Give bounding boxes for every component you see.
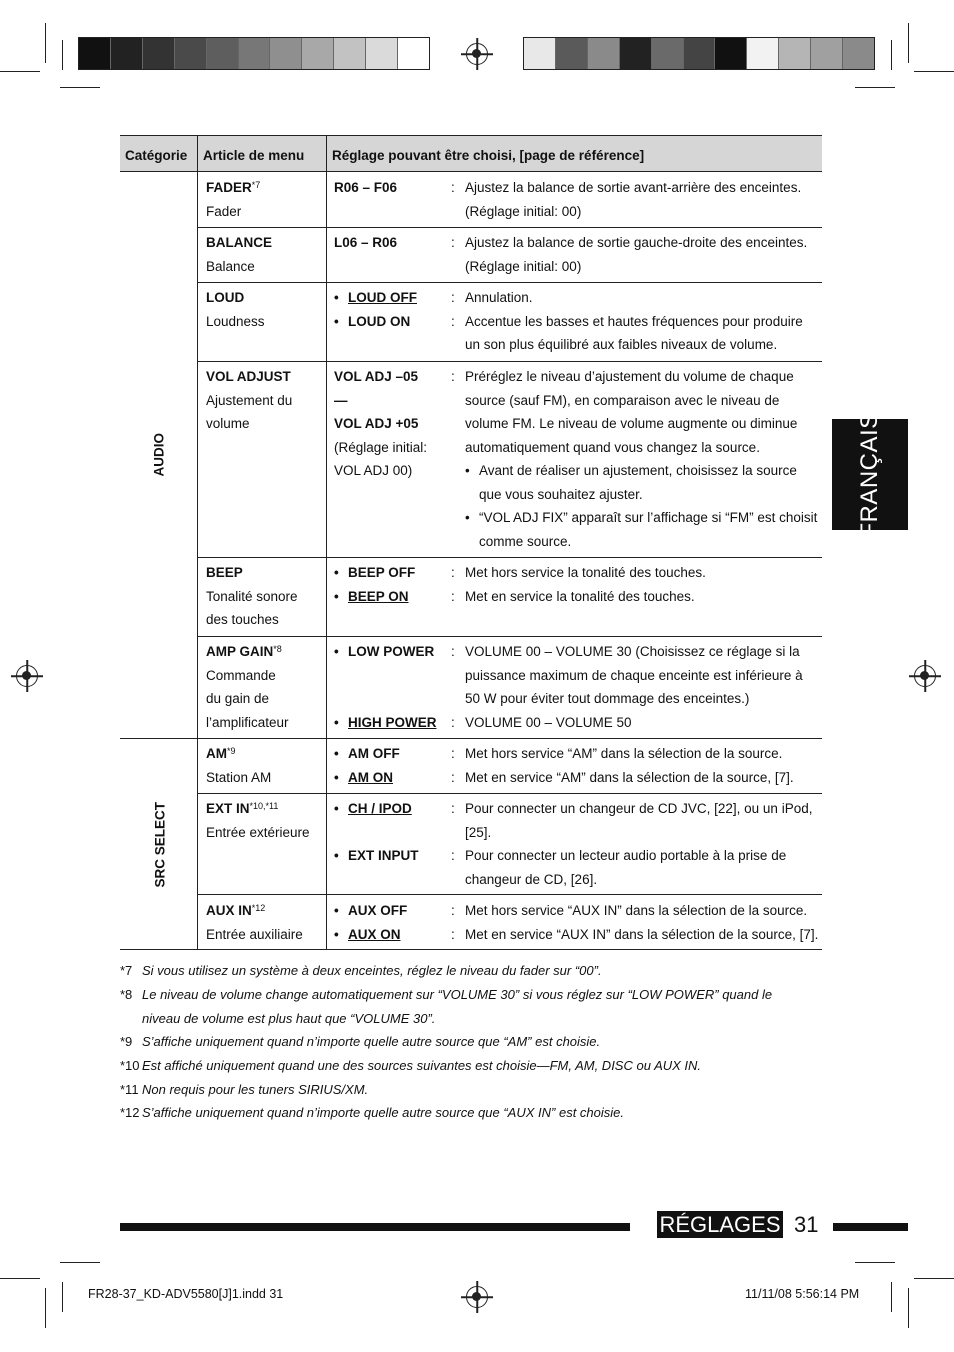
column-divider [197, 172, 198, 950]
crop-mark [855, 1262, 895, 1263]
setting-balance: L06 – R06 [334, 235, 398, 250]
crop-mark [891, 40, 892, 70]
column-divider [326, 172, 327, 950]
item-fader: FADER$^{*7}$ Fader [206, 180, 261, 219]
option-low-power: • LOW POWER [348, 640, 434, 664]
desc-aux-in: Met hors service “AUX IN” dans la sélection de la source. Met en service “AUX IN” dans la sélection de la source, [7]. [465, 903, 819, 942]
category-audio: AUDIO [151, 433, 167, 477]
desc-ext-in: Pour connecter un changeur de CD JVC, [22], ou un iPod, [25]. Pour connecter un lecteur audio portable à la prise de changeur de CD, [26]. [465, 801, 813, 887]
option-high-power: • HIGH POWER [348, 711, 437, 735]
row-divider [197, 557, 822, 558]
registration-mark-icon [466, 43, 488, 65]
header-item: Article de menu [203, 148, 305, 163]
table-bottom [120, 949, 822, 950]
crop-mark [908, 23, 909, 63]
options-aux-in: • AUX OFF • AUX ON [348, 899, 407, 946]
item-vol-adjust: VOL ADJUST Ajustement du volume [206, 369, 293, 431]
footer-rule [120, 1223, 630, 1231]
row-divider [197, 361, 822, 362]
desc-amp-gain: VOLUME 00 – VOLUME 30 (Choisissez ce réglage si la puissance maximum de chaque enceinte est inférieure à 50 W pour éviter tout dommage des enceintes.) VOLUME 00 – VOLUME 50 [465, 644, 803, 730]
options-beep: • BEEP OFF • BEEP ON [348, 561, 415, 608]
color-bar-right [523, 37, 875, 70]
options-loud: • LOUD OFF • LOUD ON [348, 286, 417, 333]
crop-mark [0, 1278, 40, 1279]
crop-mark [62, 1282, 63, 1312]
colon: : [451, 644, 455, 659]
setting-vol-adjust: VOL ADJ –05 — VOL ADJ +05 (Réglage initial: VOL ADJ 00) [334, 369, 428, 478]
section-divider [120, 738, 822, 739]
row-divider [197, 282, 822, 283]
crop-mark [45, 1288, 46, 1328]
header-category: Catégorie [125, 148, 188, 163]
slug-file: FR28-37_KD-ADV5580[J]1.indd 31 [88, 1287, 284, 1301]
desc-fader: Ajustez la balance de sortie avant-arrière des enceintes. (Réglage initial: 00) [465, 180, 802, 219]
registration-mark-icon [16, 665, 38, 687]
row-divider [197, 894, 822, 895]
row-divider [197, 636, 822, 637]
colon: : [451, 235, 455, 250]
column-divider [197, 135, 198, 172]
desc-loud: Annulation. Accentue les basses et hautes fréquences pour produire un son plus équilibré aux faibles niveaux de volume. [465, 290, 803, 352]
category-src-select: SRC SELECT [152, 802, 168, 888]
crop-mark [60, 87, 100, 88]
colon: : : [451, 903, 455, 942]
language-tab [832, 411, 908, 538]
section-label: RÉGLAGES [657, 1211, 783, 1238]
language-tab-label: FRANÇAIS [856, 411, 883, 538]
row-divider [197, 793, 822, 794]
page-number: 31 [794, 1212, 819, 1237]
colon: : : [451, 290, 455, 329]
crop-mark [60, 1262, 100, 1263]
desc-am: Met hors service “AM” dans la sélection de la source. Met en service “AM” dans la sélection de la source, [7]. [465, 746, 794, 785]
item-beep: BEEP Tonalité sonore des touches [206, 565, 298, 627]
crop-mark [0, 71, 40, 72]
crop-mark [908, 1288, 909, 1328]
option-ch-ipod: • CH / IPOD [348, 797, 412, 821]
item-aux-in: AUX IN$^{*12}$ Entrée auxiliaire [206, 903, 303, 942]
option-ext-input: • EXT INPUT [348, 844, 419, 868]
registration-mark-icon [914, 665, 936, 687]
item-loud: LOUD Loudness [206, 290, 265, 329]
crop-mark [914, 71, 954, 72]
desc-vol-adjust: Préréglez le niveau d’ajustement du volume de chaque source (sauf FM), en comparaison avec le niveau de volume FM. Le niveau de volume augmente ou diminue automatiquement quand vous changez la source. • Avant de réaliser un ajustement, choisissez la source que vous souhaitez ajuster. • “VOL ADJ FIX” apparaît sur l’affichage si “FM” est choisit comme source. [465, 369, 818, 549]
footer-rule [833, 1223, 908, 1231]
color-bar-left [78, 37, 430, 70]
setting-fader: R06 – F06 [334, 180, 398, 195]
colon: : [451, 715, 455, 730]
item-balance: BALANCE Balance [206, 235, 272, 274]
colon: : : [451, 565, 455, 604]
column-divider [326, 135, 327, 172]
colon: : [451, 369, 455, 384]
slug-date: 11/11/08 5:56:14 PM [745, 1287, 860, 1301]
colon: : [451, 848, 455, 863]
crop-mark [62, 40, 63, 70]
colon: : : [451, 746, 455, 785]
colon: : [451, 180, 455, 195]
options-am: • AM OFF • AM ON [348, 742, 400, 789]
desc-balance: Ajustez la balance de sortie gauche-droite des enceintes. (Réglage initial: 00) [465, 235, 808, 274]
crop-mark [914, 1278, 954, 1279]
crop-mark [855, 87, 895, 88]
desc-beep: Met hors service la tonalité des touches. Met en service la tonalité des touches. [465, 565, 706, 604]
registration-mark-icon [466, 1286, 488, 1308]
item-am: AM$^{*9}$ Station AM [206, 746, 272, 785]
crop-mark [891, 1282, 892, 1312]
table-header [120, 135, 822, 172]
item-amp-gain: AMP GAIN$^{*8}$ Commande du gain de l’amplificateur [206, 644, 289, 730]
header-setting: Réglage pouvant être choisi, [page de référence] [332, 148, 645, 163]
crop-mark [45, 23, 46, 63]
row-divider [197, 227, 822, 228]
colon: : [451, 801, 455, 816]
item-ext-in: EXT $IN^{*10,*11}$ Entrée extérieure [206, 801, 310, 840]
